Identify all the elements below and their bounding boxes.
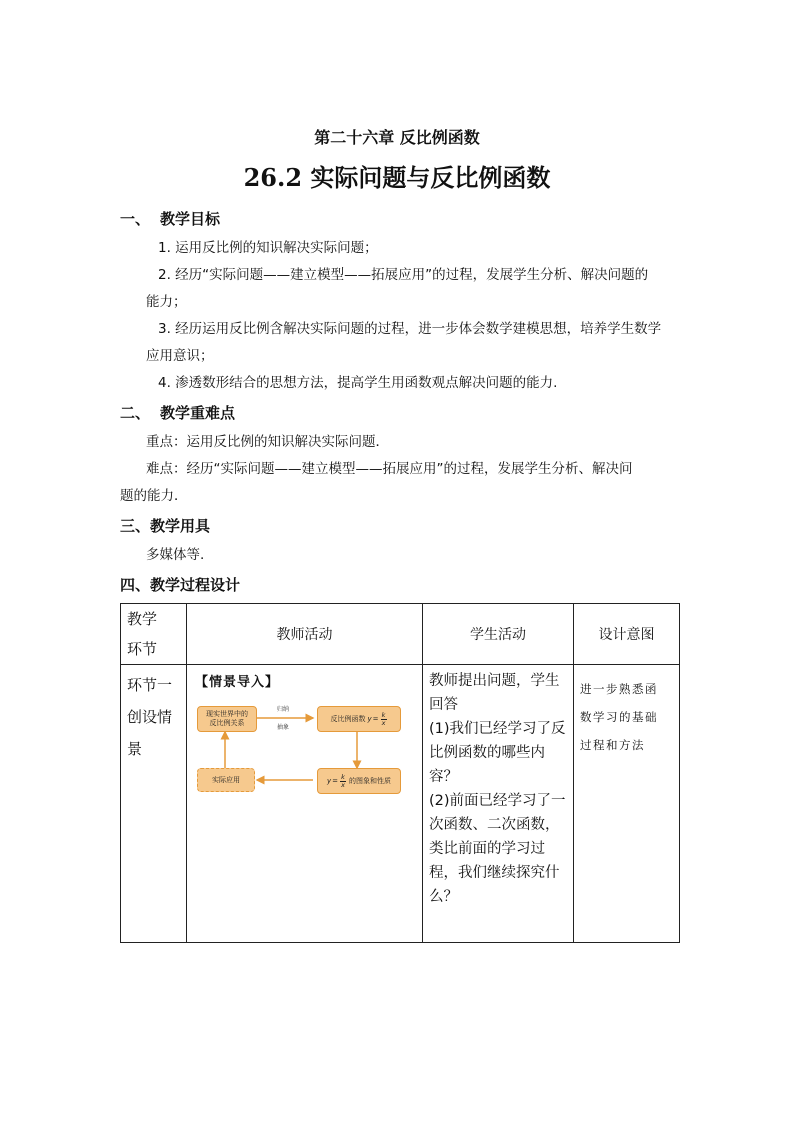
expr-y: y <box>367 714 372 723</box>
section-number: 一、 <box>120 210 151 228</box>
keypoint-line: 题的能力． <box>120 488 188 504</box>
section-number: 二、 <box>120 404 151 422</box>
table-row <box>121 665 680 943</box>
concept-diagram <box>195 694 405 794</box>
box-function-text: 反比例函数 <box>330 714 366 723</box>
box-real-world-line: 现实世界中的 <box>206 710 248 718</box>
box-real-world <box>197 706 257 732</box>
intent-line: 数学习的基础 <box>580 710 658 724</box>
edge-label-bottom: 抽象 <box>277 724 290 731</box>
goal-item: 3. 经历运用反比例含解决实际问题的过程，进一步体会数学建模思想，培养学生数学 <box>158 321 662 337</box>
stage-line: 景 <box>127 740 143 758</box>
intent-line: 进一步熟悉函 <box>580 682 658 696</box>
fraction-k-over-x <box>381 712 387 727</box>
box-application: 实际应用 <box>197 768 255 792</box>
intent-line: 过程和方法 <box>580 738 645 752</box>
expr-eq: = <box>332 776 339 785</box>
goal-item: 应用意识； <box>146 348 214 364</box>
process-table <box>120 603 680 943</box>
student-line: 容？ <box>429 769 458 785</box>
header-cell-stage <box>121 604 187 665</box>
tools-text: 多媒体等. <box>146 547 205 563</box>
edge-label-top: 归纳 <box>277 706 290 713</box>
goal-item: 能力； <box>146 294 187 310</box>
table-header-row <box>121 604 680 665</box>
page-title: 26.2 实际问题与反比例函数 <box>243 163 551 192</box>
section-tools-heading: 三、教学用具 <box>120 517 211 535</box>
section-process-heading: 四、教学过程设计 <box>120 576 241 594</box>
section-keypoints-heading <box>120 402 235 423</box>
stage-line: 创设情 <box>127 708 173 726</box>
goal-item: 4. 渗透数形结合的思想方法，提高学生用函数观点解决问题的能力. <box>158 375 558 391</box>
section-title: 教学目标 <box>160 210 221 228</box>
section-goals-heading <box>120 208 220 229</box>
box-graph-properties <box>317 768 401 794</box>
student-line: (1)我们已经学习了反 <box>429 721 566 737</box>
frac-denominator: x <box>381 718 386 727</box>
expr-eq: = <box>372 714 379 723</box>
student-line: (2)前面已经学习了一 <box>429 793 566 809</box>
scenario-intro-label: 【情景导入】 <box>195 675 280 690</box>
section-title: 教学重难点 <box>160 404 236 422</box>
student-line: 程，我们继续探究什 <box>429 865 560 881</box>
student-line: 类比前面的学习过 <box>429 841 545 857</box>
teacher-cell <box>187 665 423 943</box>
frac-numerator: k <box>341 772 345 781</box>
keypoint-line: 重点：运用反比例的知识解决实际问题． <box>146 434 389 450</box>
stage-cell <box>121 665 187 943</box>
box-inverse-function <box>317 706 401 732</box>
goal-item: 2. 经历“实际问题——建立模型——拓展应用”的过程，发展学生分析、解决问题的 <box>158 267 649 283</box>
goal-item: 1. 运用反比例的知识解决实际问题； <box>158 240 378 256</box>
box-graph-text: 的图象和性质 <box>349 776 392 785</box>
student-cell <box>423 665 574 943</box>
keypoint-line: 难点：经历“实际问题——建立模型——拓展应用”的过程，发展学生分析、解决问 <box>146 461 633 477</box>
intent-cell <box>574 665 680 943</box>
header-cell-student: 学生活动 <box>423 604 574 665</box>
header-stage-text: 教学环节 <box>127 610 158 658</box>
student-line: 比例函数的哪些内 <box>429 745 545 761</box>
stage-line: 环节一 <box>127 676 173 694</box>
box-real-world-line: 反比例关系 <box>209 719 245 727</box>
chapter-heading: 第二十六章 反比例函数 <box>314 128 480 147</box>
frac-denominator: x <box>341 780 345 789</box>
fraction-k-over-x <box>340 774 346 789</box>
student-line: 回答 <box>429 697 458 713</box>
frac-numerator: k <box>381 710 386 719</box>
expr-y: y <box>326 776 332 785</box>
header-cell-intent: 设计意图 <box>574 604 680 665</box>
student-line: 教师提出问题，学生 <box>429 673 560 689</box>
student-line: 么？ <box>429 889 458 905</box>
header-cell-teacher: 教师活动 <box>187 604 423 665</box>
student-line: 次函数、二次函数， <box>429 817 560 833</box>
